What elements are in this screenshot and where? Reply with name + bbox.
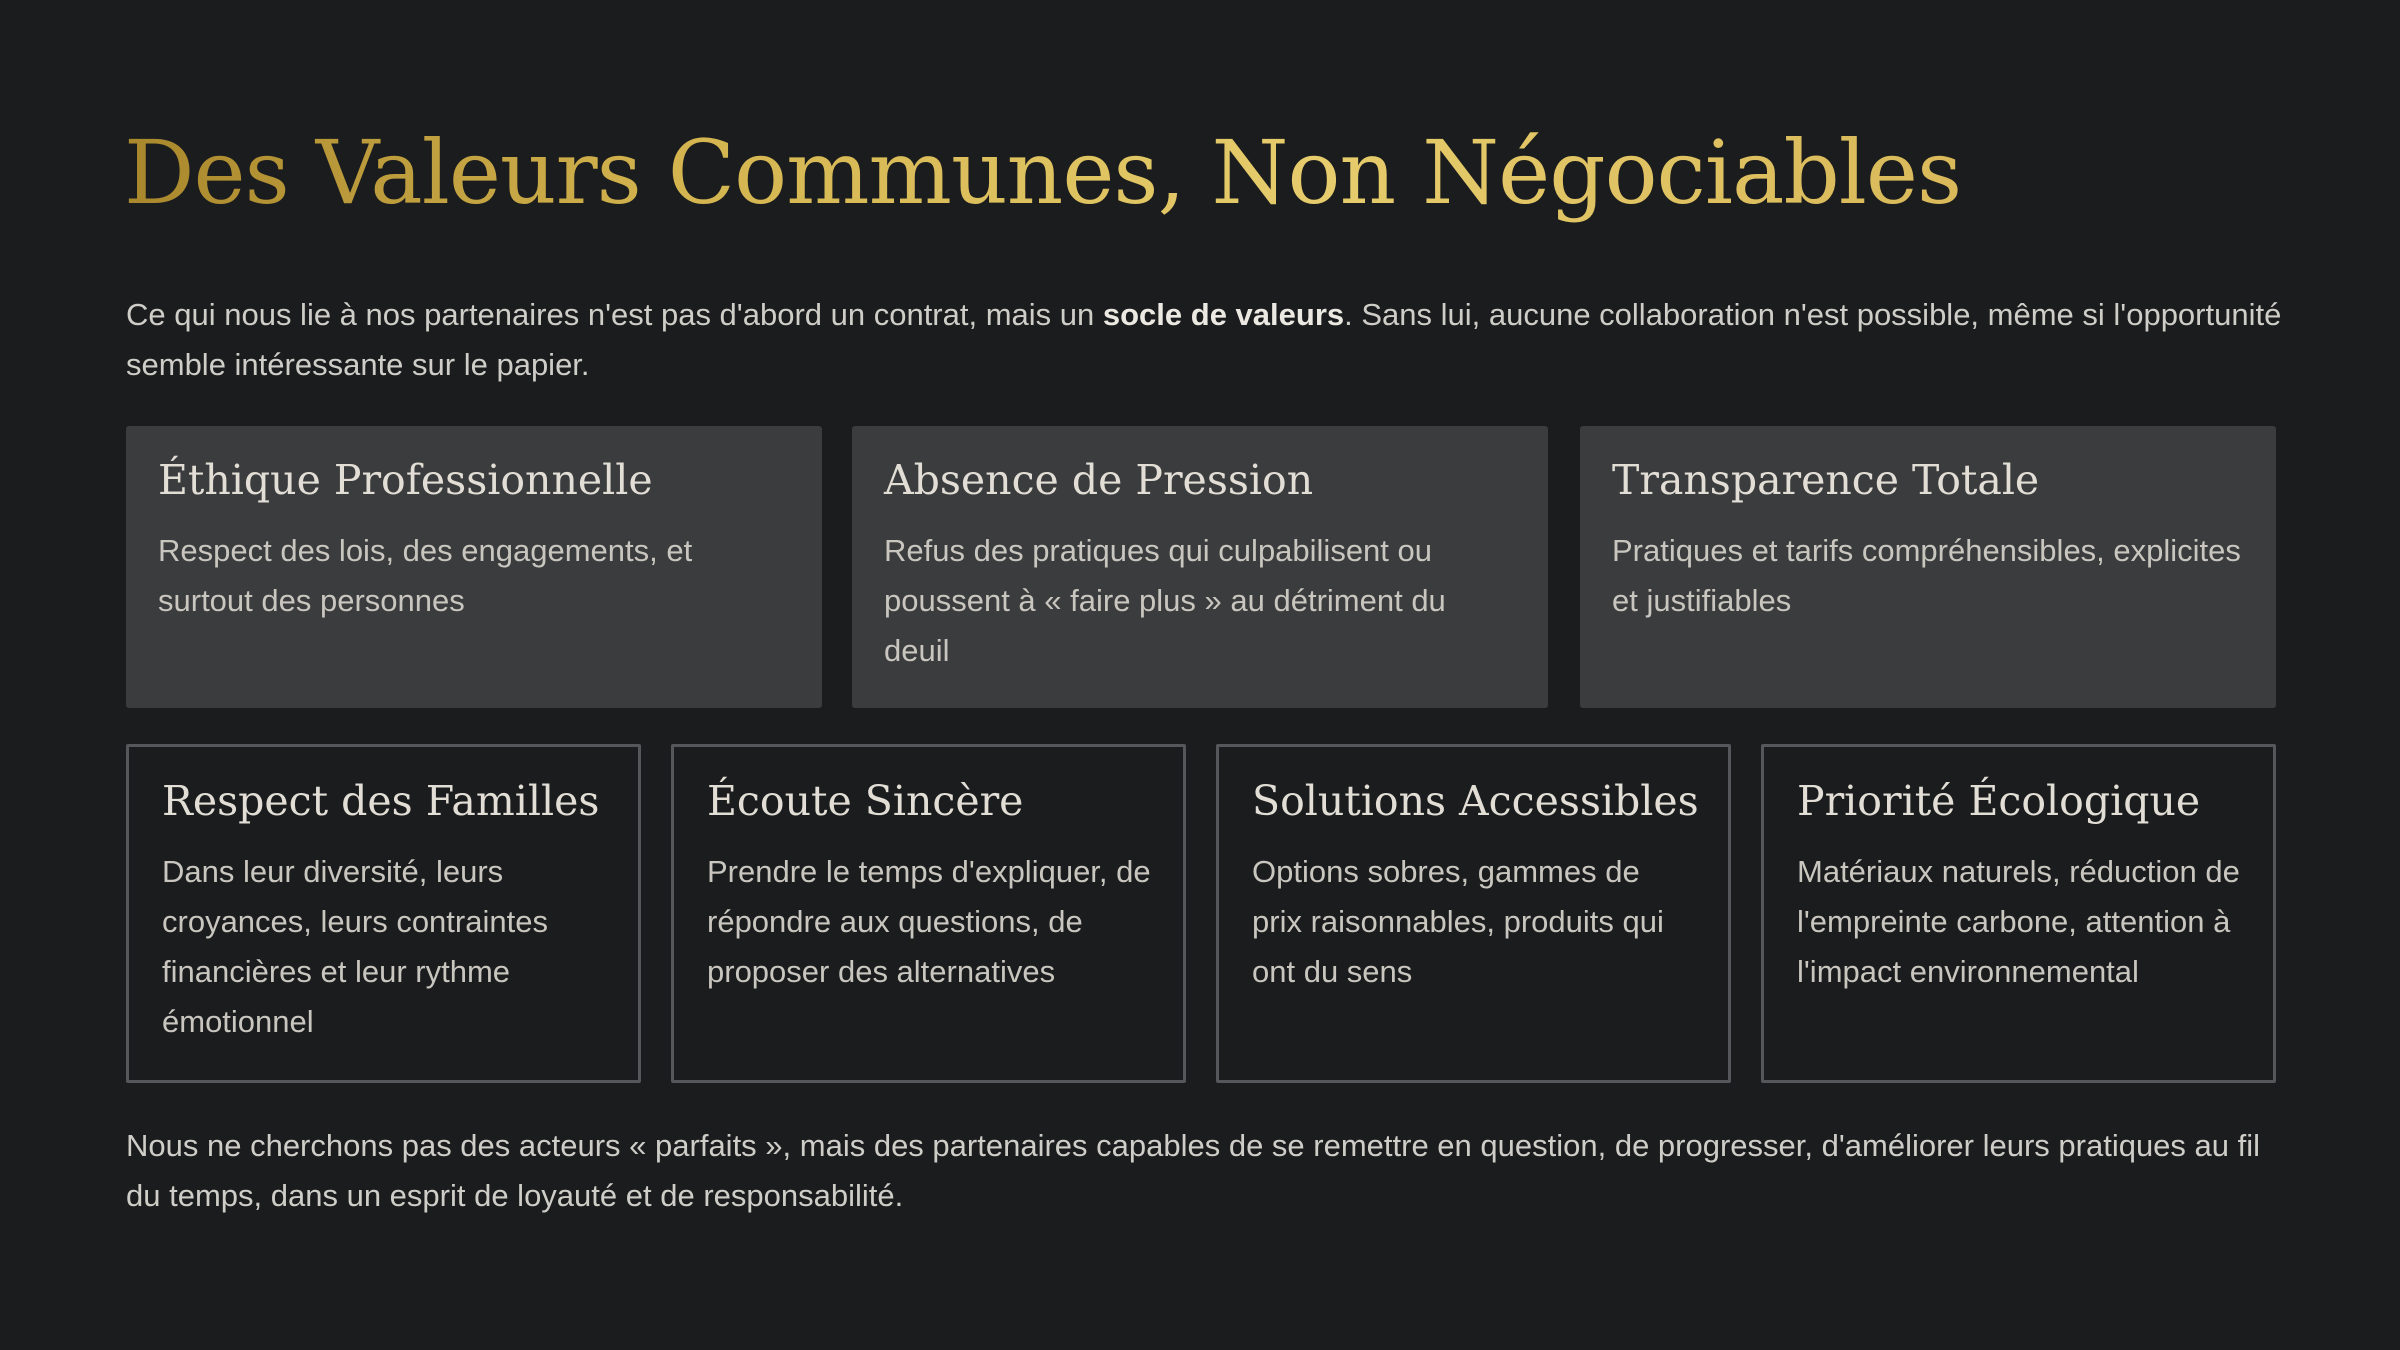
value-card-text: Respect des lois, des engagements, et surtout des personnes xyxy=(158,533,693,618)
page-title: Des Valeurs Communes, Non Négociables xyxy=(124,118,1961,228)
value-card-text: Dans leur diversité, leurs croyances, leurs contraintes financières et leur rythme émotionnel xyxy=(162,854,548,1039)
value-card-text: Matériaux naturels, réduction de l'empreinte carbone, attention à l'impact environnemental xyxy=(1797,854,2240,989)
value-card-title: Écoute Sincère xyxy=(707,777,1024,825)
intro-text-end: . Sans lui, aucune collaboration n'est possible, même si l'opportunité semble intéressante sur le papier. xyxy=(126,297,2282,382)
intro-emphasis: socle de valeurs xyxy=(1102,297,1345,332)
value-card-title: Absence de Pression xyxy=(884,456,1314,504)
value-card-solutions xyxy=(1216,744,1731,1083)
value-card-title: Priorité Écologique xyxy=(1797,777,2201,825)
value-card-text: Refus des pratiques qui culpabilisent ou poussent à « faire plus » au détriment du deuil xyxy=(884,533,1446,668)
value-card-title: Respect des Familles xyxy=(162,777,600,825)
intro-text-start: Ce qui nous lie à nos partenaires n'est pas d'abord un contrat, mais un xyxy=(126,297,1103,332)
value-card-title: Transparence Totale xyxy=(1612,456,2040,504)
value-card-ecologique xyxy=(1761,744,2276,1083)
value-card-ethique xyxy=(126,426,822,708)
value-card-transparence xyxy=(1580,426,2276,708)
value-card-familles xyxy=(126,744,641,1083)
intro-paragraph xyxy=(126,290,2286,390)
value-card-title: Solutions Accessibles xyxy=(1252,777,1699,825)
value-card-text: Prendre le temps d'expliquer, de répondre aux questions, de proposer des alternatives xyxy=(707,854,1151,989)
value-card-title: Éthique Professionnelle xyxy=(158,456,653,504)
closing-paragraph: Nous ne cherchons pas des acteurs « parfaits », mais des partenaires capables de se remettre en question, de progresser, d'améliorer leurs pratiques au fil du temps, dans un esprit de loyauté et de responsabilité. xyxy=(126,1128,2261,1213)
value-card-pression xyxy=(852,426,1548,708)
value-card-text: Options sobres, gammes de prix raisonnables, produits qui ont du sens xyxy=(1252,854,1664,989)
value-card-ecoute xyxy=(671,744,1186,1083)
value-card-text: Pratiques et tarifs compréhensibles, explicites et justifiables xyxy=(1612,533,2241,618)
